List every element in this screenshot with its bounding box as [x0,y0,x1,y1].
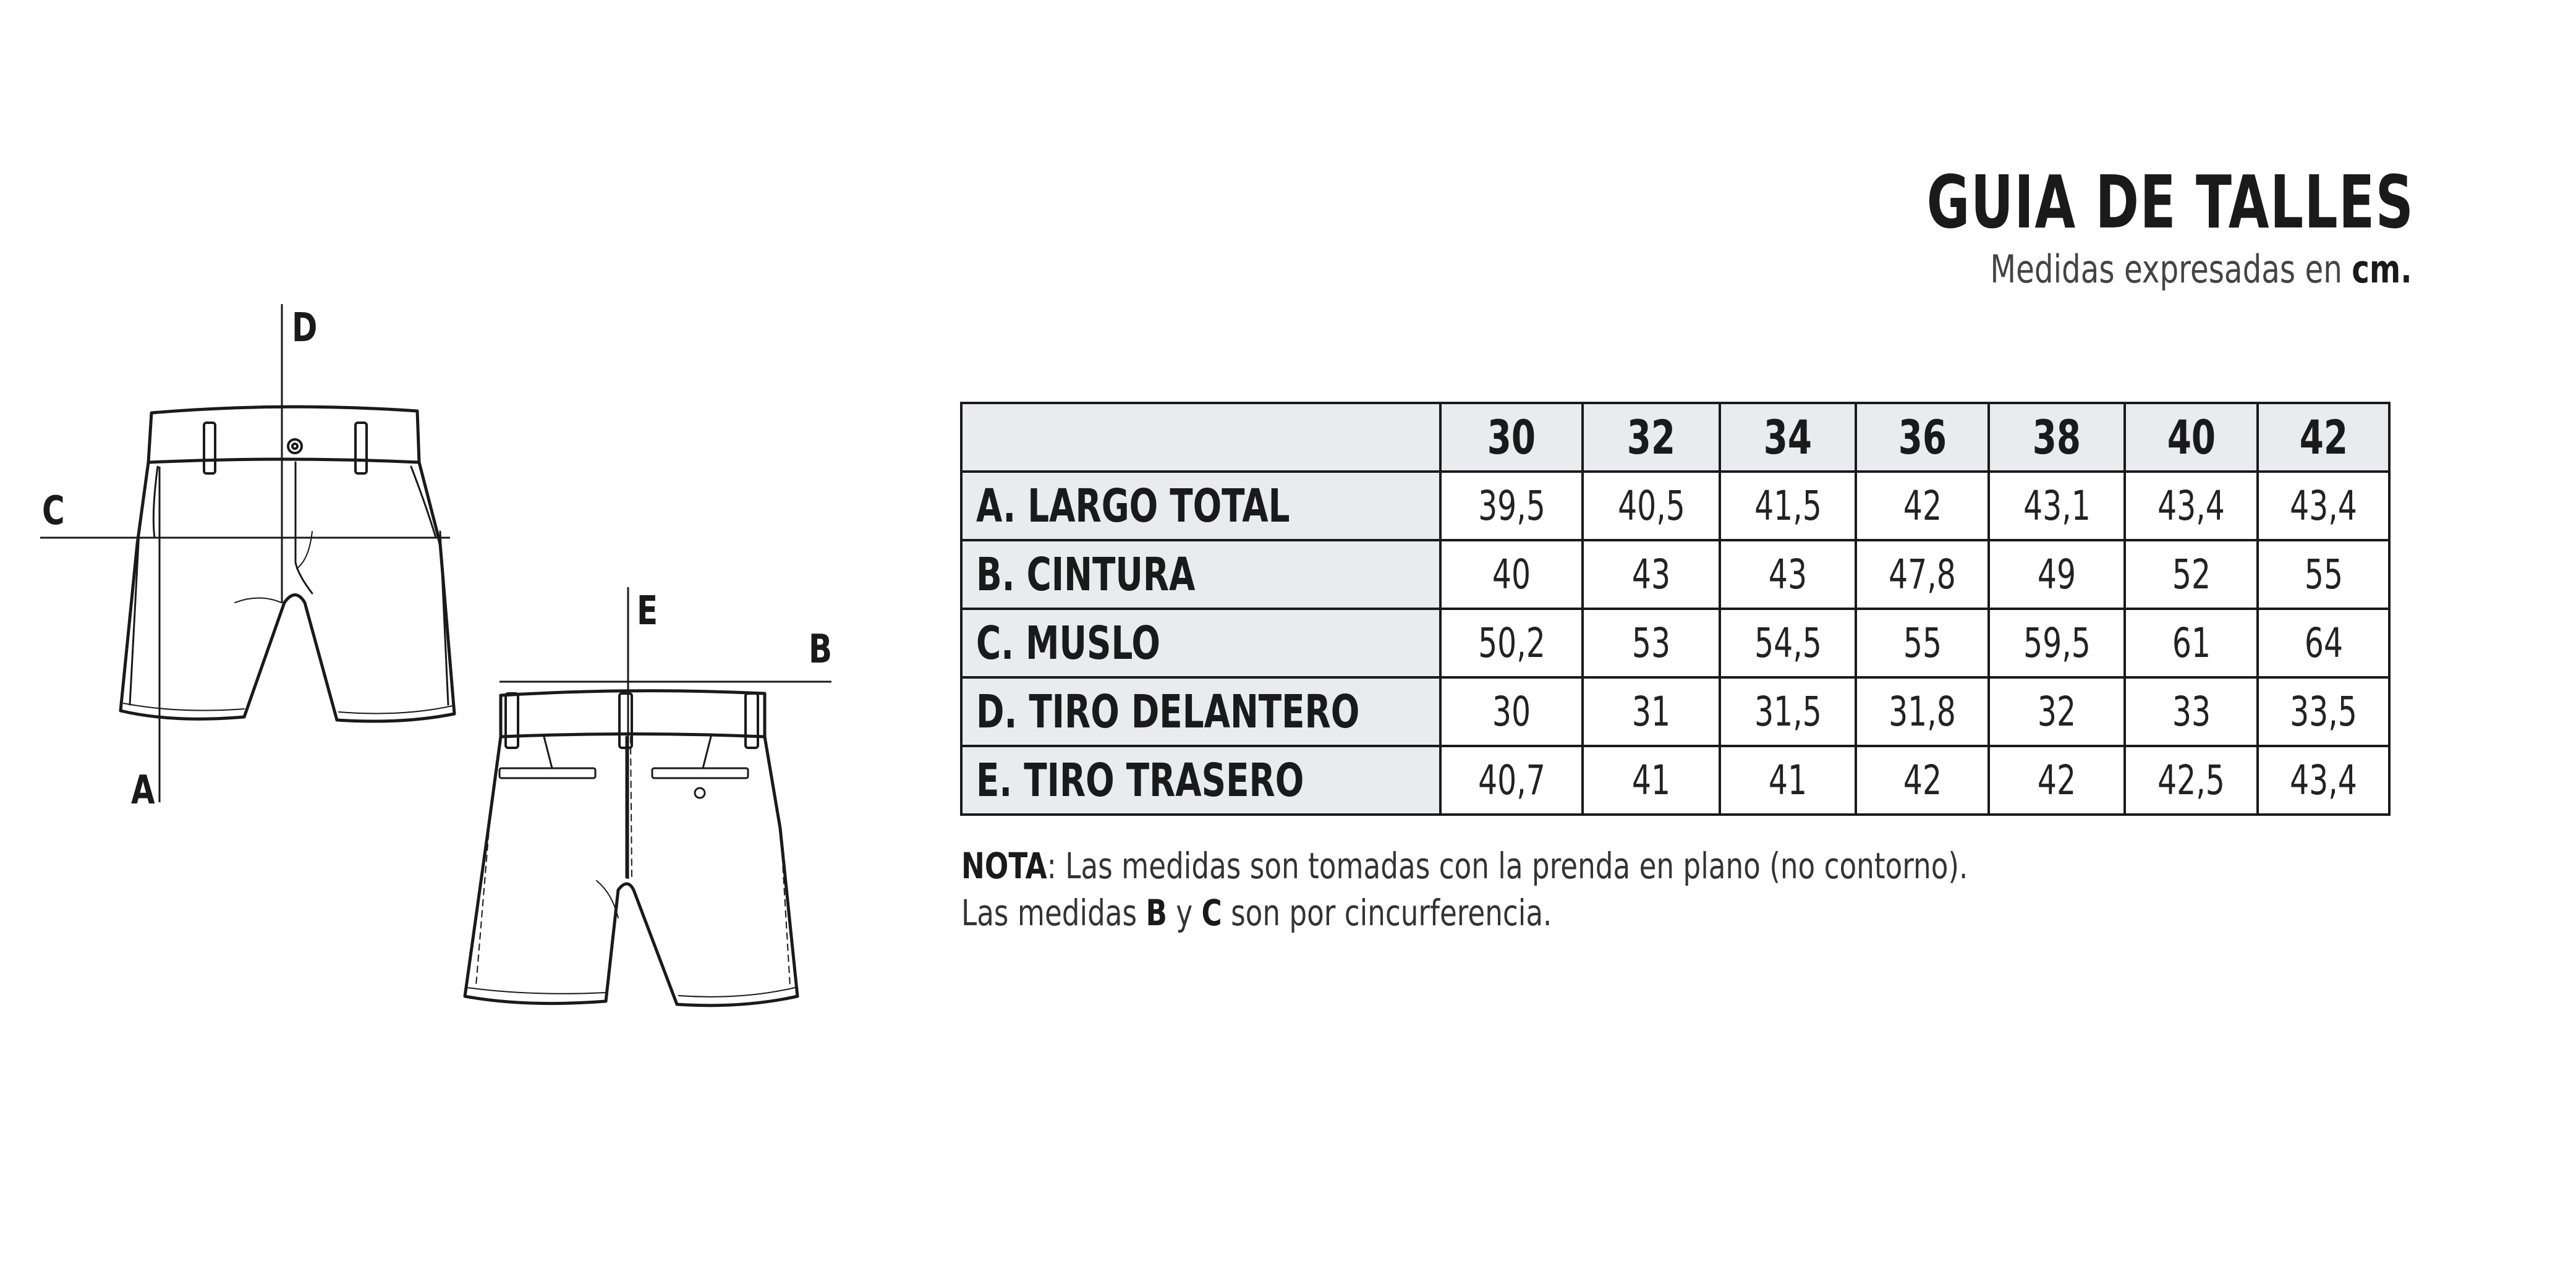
subtitle-unit: cm. [2352,247,2412,292]
measure-value: 41,5 [1720,472,1856,540]
measure-value: 42 [1989,746,2125,815]
front-shorts-drawing [121,407,454,721]
note-line-2 [961,892,1552,934]
measure-value: 55 [2258,540,2389,609]
page-subtitle [1990,247,2412,292]
label-e: E [637,587,658,634]
measure-value: 52 [2125,540,2258,609]
table-row [961,677,2389,746]
measure-value: 42 [1856,472,1989,540]
label-a: A [131,766,155,813]
measure-value: 43,4 [2258,746,2389,815]
size-header: 40 [2125,403,2258,472]
note-letter-c: C [1201,892,1222,934]
size-header: 34 [1720,403,1856,472]
size-header: 38 [1989,403,2125,472]
measure-value: 39,5 [1440,472,1583,540]
table-row [961,472,2389,540]
measure-label: D. TIRO DELANTERO [961,677,1440,746]
measure-value: 43,4 [2258,472,2389,540]
size-chart-table [960,402,2391,816]
measure-value: 40,5 [1583,472,1720,540]
page-title: GUIA DE TALLES [1926,159,2414,245]
table-row [961,540,2389,609]
table-row [961,609,2389,677]
measure-value: 55 [1856,609,1989,677]
measure-label: E. TIRO TRASERO [961,746,1440,815]
measure-value: 31,8 [1856,677,1989,746]
measure-value: 43,4 [2125,472,2258,540]
size-header: 36 [1856,403,1989,472]
label-c: C [42,487,65,534]
measure-value: 42 [1856,746,1989,815]
measure-value: 32 [1989,677,2125,746]
measure-value: 59,5 [1989,609,2125,677]
label-d: D [292,304,318,351]
measure-value: 40,7 [1440,746,1583,815]
measure-value: 41 [1720,746,1856,815]
note-text: Las medidas [961,892,1137,934]
measure-value: 33 [2125,677,2258,746]
measure-value: 43,1 [1989,472,2125,540]
measure-value: 33,5 [2258,677,2389,746]
note-letter-b: B [1146,892,1167,934]
measure-value: 49 [1989,540,2125,609]
measure-value: 30 [1440,677,1583,746]
note-text: : Las medidas son tomadas con la prenda en plano (no contorno). [1047,845,1968,887]
measure-value: 43 [1720,540,1856,609]
size-header: 32 [1583,403,1720,472]
measure-value: 61 [2125,609,2258,677]
measure-value: 47,8 [1856,540,1989,609]
measure-value: 50,2 [1440,609,1583,677]
measure-value: 41 [1583,746,1720,815]
note-text: y [1176,892,1193,934]
subtitle-text: Medidas expresadas en [1990,247,2343,292]
label-b: B [809,625,833,672]
note-text: son por cincurferencia. [1231,892,1552,934]
table-corner-cell [961,403,1440,472]
measure-label: A. LARGO TOTAL [961,472,1440,540]
measure-label: C. MUSLO [961,609,1440,677]
table-header-row [961,403,2389,472]
measure-value: 40 [1440,540,1583,609]
measure-value: 64 [2258,609,2389,677]
size-header: 30 [1440,403,1583,472]
measure-value: 54,5 [1720,609,1856,677]
measure-value: 42,5 [2125,746,2258,815]
table-row [961,746,2389,815]
measure-label: B. CINTURA [961,540,1440,609]
back-shorts-drawing [465,691,797,1006]
measure-value: 31,5 [1720,677,1856,746]
size-header: 42 [2258,403,2389,472]
note-label: NOTA [961,845,1047,887]
measure-value: 43 [1583,540,1720,609]
measure-value: 53 [1583,609,1720,677]
note-line-1 [961,845,1968,887]
measure-value: 31 [1583,677,1720,746]
